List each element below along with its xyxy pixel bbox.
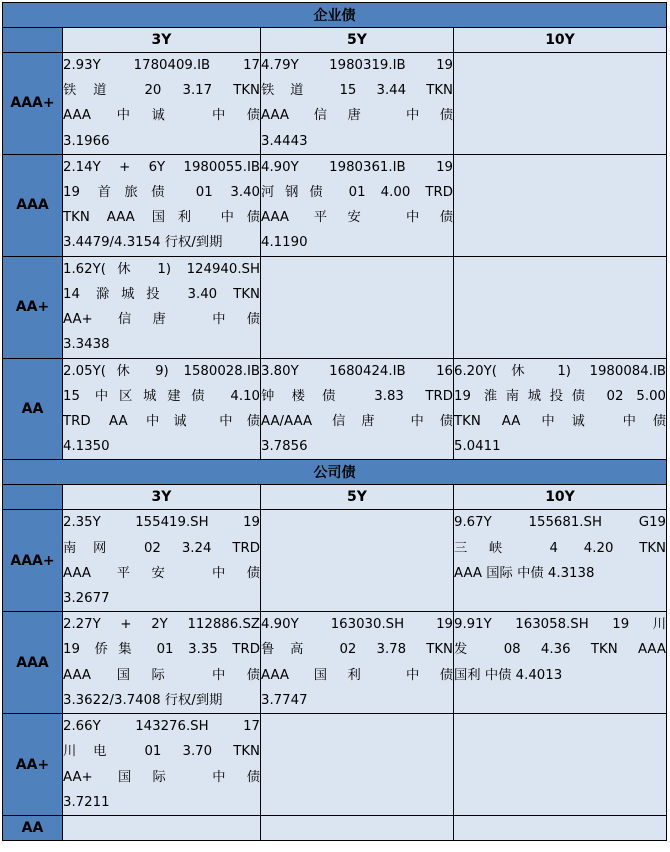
bond-cell-line: 2.14Y + 6Y 1980055.IB: [63, 159, 260, 175]
bond-cell: [454, 154, 667, 256]
section-title-row: [3, 3, 667, 28]
rating-label: AA+: [3, 714, 63, 816]
bond-cell-line: AAA 国际 中债 4.3138: [454, 565, 595, 581]
bond-cell-line: 2.66Y 143276.SH 17: [63, 719, 260, 735]
column-header-row: [3, 28, 667, 53]
table-row: [3, 816, 667, 841]
section-title: 企业债: [3, 3, 667, 28]
bond-cell-line: 鲁高 02 3.78 TKN: [261, 642, 453, 658]
column-header-3y: 3Y: [63, 485, 261, 510]
bond-cell-line: 三峡 4 4.20 TKN: [454, 540, 666, 556]
bond-cell-line: 5.0411: [454, 439, 501, 455]
bond-cell-line: AAA 信唐 中债: [261, 108, 453, 124]
bond-cell-line: TKN AAA 国利 中债: [63, 210, 260, 226]
corner-cell: [3, 28, 63, 53]
table-row: [3, 358, 667, 460]
column-header-row: [3, 485, 667, 510]
bond-cell-line: 3.4443: [261, 133, 308, 149]
bond-cell: [454, 53, 667, 155]
bond-cell-line: 2.27Y + 2Y 112886.SZ: [63, 617, 260, 633]
bond-cell-line: AAA 平安 中债: [63, 565, 260, 581]
bond-cell-line: 3.80Y 1680424.IB 16: [261, 363, 453, 379]
bond-cell-line: AAA 国际 中债: [63, 667, 260, 683]
bond-cell: [63, 816, 261, 841]
bond-cell-line: AAA 平安 中债: [261, 210, 453, 226]
table-row: [3, 53, 667, 155]
bond-cell: [454, 256, 667, 358]
bond-cell-line: 3.1966: [63, 133, 110, 149]
bond-cell-line: 国利 中债 4.4013: [454, 667, 563, 683]
rating-label: AAA: [3, 154, 63, 256]
bond-cell: [454, 816, 667, 841]
column-header-3y: 3Y: [63, 28, 261, 53]
table-row: [3, 510, 667, 612]
bond-cell: [261, 612, 454, 714]
bond-cell-line: AA+ 信唐 中债: [63, 312, 260, 328]
bond-cell-line: 9.91Y 163058.SH 19 川: [454, 617, 666, 633]
bond-cell: [63, 154, 261, 256]
table-row: [3, 612, 667, 714]
bond-cell: [63, 53, 261, 155]
rating-label: AAA+: [3, 53, 63, 155]
bond-cell-line: 铁道 15 3.44 TKN: [261, 83, 453, 99]
bond-cell-line: 14 滁城投 3.40 TKN: [63, 287, 260, 303]
bond-cell-line: 2.05Y(休 9) 1580028.IB: [63, 363, 260, 379]
bond-cell-line: 3.7856: [261, 439, 308, 455]
bond-cell-line: 3.4479/4.3154 行权/到期: [63, 235, 223, 251]
bond-cell-line: 6.20Y(休 1) 1980084.IB: [454, 363, 666, 379]
bond-cell-line: AAA 国利 中债: [261, 667, 453, 683]
bond-cell-line: 铁道 20 3.17 TKN: [63, 83, 260, 99]
bond-cell: [63, 612, 261, 714]
bond-cell-line: 4.1190: [261, 235, 308, 251]
bond-cell: [454, 510, 667, 612]
bond-cell-line: AAA 中诚 中债: [63, 108, 260, 124]
bond-cell-line: 南网 02 3.24 TRD: [63, 540, 260, 556]
bond-cell-line: TRD AA 中诚 中债: [63, 414, 260, 430]
bond-table: [2, 2, 667, 841]
bond-cell: [261, 53, 454, 155]
bond-cell-line: 9.67Y 155681.SH G19: [454, 515, 666, 531]
bond-table-body: [3, 3, 667, 841]
rating-label: AA: [3, 358, 63, 460]
bond-cell: [261, 358, 454, 460]
section-title: 公司债: [3, 460, 667, 485]
bond-cell-line: 15 中区城建债 4.10: [63, 388, 260, 404]
bond-cell-line: 19 首旅债 01 3.40: [63, 185, 260, 201]
bond-cell: [261, 154, 454, 256]
bond-cell-line: 1.62Y(休 1) 124940.SH: [63, 261, 260, 277]
table-row: [3, 714, 667, 816]
bond-cell: [261, 256, 454, 358]
bond-cell-line: 4.79Y 1980319.IB 19: [261, 58, 453, 73]
column-header-10y: 10Y: [454, 485, 667, 510]
bond-cell-line: 3.3438: [63, 337, 110, 353]
bond-cell-line: 19 侨集 01 3.35 TRD: [63, 642, 260, 658]
bond-cell: [261, 510, 454, 612]
bond-cell: [261, 816, 454, 841]
column-header-10y: 10Y: [454, 28, 667, 53]
bond-cell-line: 19 淮南城投债 02 5.00: [454, 388, 666, 404]
bond-cell-line: 河钢债 01 4.00 TRD: [261, 185, 453, 201]
rating-label: AAA: [3, 612, 63, 714]
column-header-5y: 5Y: [261, 485, 454, 510]
bond-cell: [454, 714, 667, 816]
bond-cell-line: 3.2677: [63, 591, 110, 607]
section-title-row: [3, 460, 667, 485]
bond-cell: [454, 358, 667, 460]
rating-label: AA: [3, 816, 63, 841]
bond-cell: [63, 714, 261, 816]
bond-cell-line: 4.90Y 1980361.IB 19: [261, 159, 453, 175]
bond-cell-line: 4.1350: [63, 439, 110, 455]
rating-label: AAA+: [3, 510, 63, 612]
bond-cell-line: 4.90Y 163030.SH 19: [261, 617, 453, 633]
column-header-5y: 5Y: [261, 28, 454, 53]
bond-cell-line: 发 08 4.36 TKN AAA: [454, 642, 666, 658]
bond-cell: [454, 612, 667, 714]
table-row: [3, 256, 667, 358]
corner-cell: [3, 485, 63, 510]
bond-cell-line: TKN AA 中诚 中债: [454, 414, 666, 430]
bond-cell-line: AA/AAA 信唐 中债: [261, 414, 453, 430]
table-row: [3, 154, 667, 256]
bond-cell-line: 3.7211: [63, 794, 110, 810]
bond-cell-line: 2.35Y 155419.SH 19: [63, 515, 260, 531]
bond-cell: [63, 358, 261, 460]
bond-cell: [63, 510, 261, 612]
bond-cell-line: 钟楼债 3.83 TRD: [261, 388, 453, 404]
bond-cell-line: 川电 01 3.70 TKN: [63, 744, 260, 760]
bond-cell-line: 3.3622/3.7408 行权/到期: [63, 692, 223, 708]
bond-cell-line: 2.93Y 1780409.IB 17: [63, 58, 260, 73]
bond-cell-line: 3.7747: [261, 692, 308, 708]
bond-cell-line: AA+ 国际 中债: [63, 769, 260, 785]
bond-cell: [261, 714, 454, 816]
bond-cell: [63, 256, 261, 358]
rating-label: AA+: [3, 256, 63, 358]
